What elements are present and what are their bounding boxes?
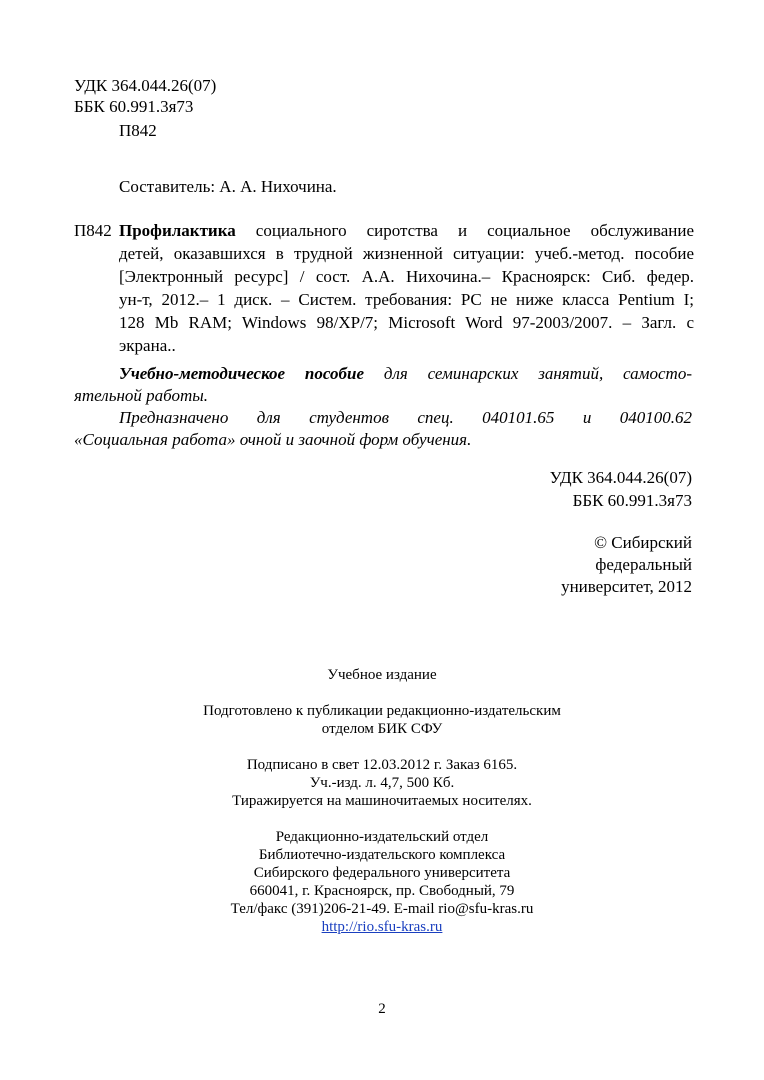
imprint-section: [0, 666, 764, 954]
publisher-contacts: Тел/факс (391)206-21-49. E-mail rio@sfu-kras.ru: [230, 901, 534, 917]
compiler-line: Составитель: А. А. Нихочина.: [119, 177, 337, 196]
page-number: 2: [378, 1001, 386, 1017]
bbk-code: ББК 60.991.3я73: [74, 97, 194, 116]
bib-line: 128 Mb RAM; Windows 98/XP/7; Microsoft Word 97-2003/2007. – Загл. с: [119, 313, 694, 332]
udk-code-right: УДК 364.044.26(07): [549, 468, 692, 487]
signed-date: Подписано в свет 12.03.2012 г. Заказ 6165.: [246, 757, 518, 773]
publisher-line: Сибирского федерального университета: [253, 865, 511, 881]
bib-line: [Электронный ресурс] / сост. А.А. Нихочина.– Красноярск: Сиб. федер.: [119, 267, 694, 286]
classification-codes: [74, 75, 216, 117]
publication-volume: Уч.-изд. л. 4,7, 500 Кб.: [309, 775, 455, 791]
bbk-code-right: ББК 60.991.3я73: [572, 491, 692, 510]
udk-code: УДК 364.044.26(07): [74, 76, 217, 95]
annotation-lead: Учебно-методическое пособие: [119, 364, 364, 383]
copyright-line: федеральный: [595, 555, 692, 574]
bib-line: детей, оказавшихся в трудной жизненной ситуации: учеб.-метод. пособие: [119, 244, 694, 263]
annotation-line: [119, 363, 692, 385]
replication-note: Тиражируется на машиночитаемых носителях.: [232, 793, 532, 809]
annotation-line: ятельной работы.: [74, 386, 208, 405]
prepared-line: Подготовлено к публикации редакционно-издательским: [203, 703, 561, 719]
prepared-block: [0, 702, 764, 738]
bib-line: ун-т, 2012.– 1 диск. – Систем. требования: PC не ниже класса Pentium I;: [119, 290, 694, 309]
bib-line-text: социального сиротства и социальное обслуживание: [235, 221, 694, 240]
website-link[interactable]: http://rio.sfu-kras.ru: [321, 919, 443, 935]
annotation: [74, 363, 692, 451]
right-classification-codes: [550, 466, 692, 512]
edition-type: Учебное издание: [327, 667, 437, 683]
bib-title-word: Профилактика: [119, 221, 236, 240]
copyright-line: университет, 2012: [561, 577, 692, 596]
author-sign: П842: [119, 121, 157, 140]
prepared-line: отделом БИК СФУ: [321, 721, 443, 737]
copyright-notice: [561, 532, 692, 598]
annotation-line-text: для семинарских занятий, самосто-: [364, 364, 692, 383]
bib-line: [119, 219, 694, 242]
annotation-line: «Социальная работа» очной и заочной форм обучения.: [74, 430, 472, 449]
publisher-address: 660041, г. Красноярск, пр. Свободный, 79: [249, 883, 515, 899]
publisher-line: Библиотечно-издательского комплекса: [258, 847, 506, 863]
website-line: [0, 918, 764, 936]
bibliographic-record: [74, 219, 694, 357]
publisher-line: Редакционно-издательский отдел: [275, 829, 489, 845]
bib-code: П842: [74, 221, 112, 240]
publisher-block: [0, 828, 764, 936]
publication-data-block: [0, 756, 764, 810]
annotation-line: Предназначено для студентов спец. 040101.65 и 040100.62: [119, 408, 692, 427]
edition-type-block: [0, 666, 764, 684]
bib-line: экрана..: [119, 336, 176, 355]
copyright-line: © Сибирский: [594, 533, 692, 552]
